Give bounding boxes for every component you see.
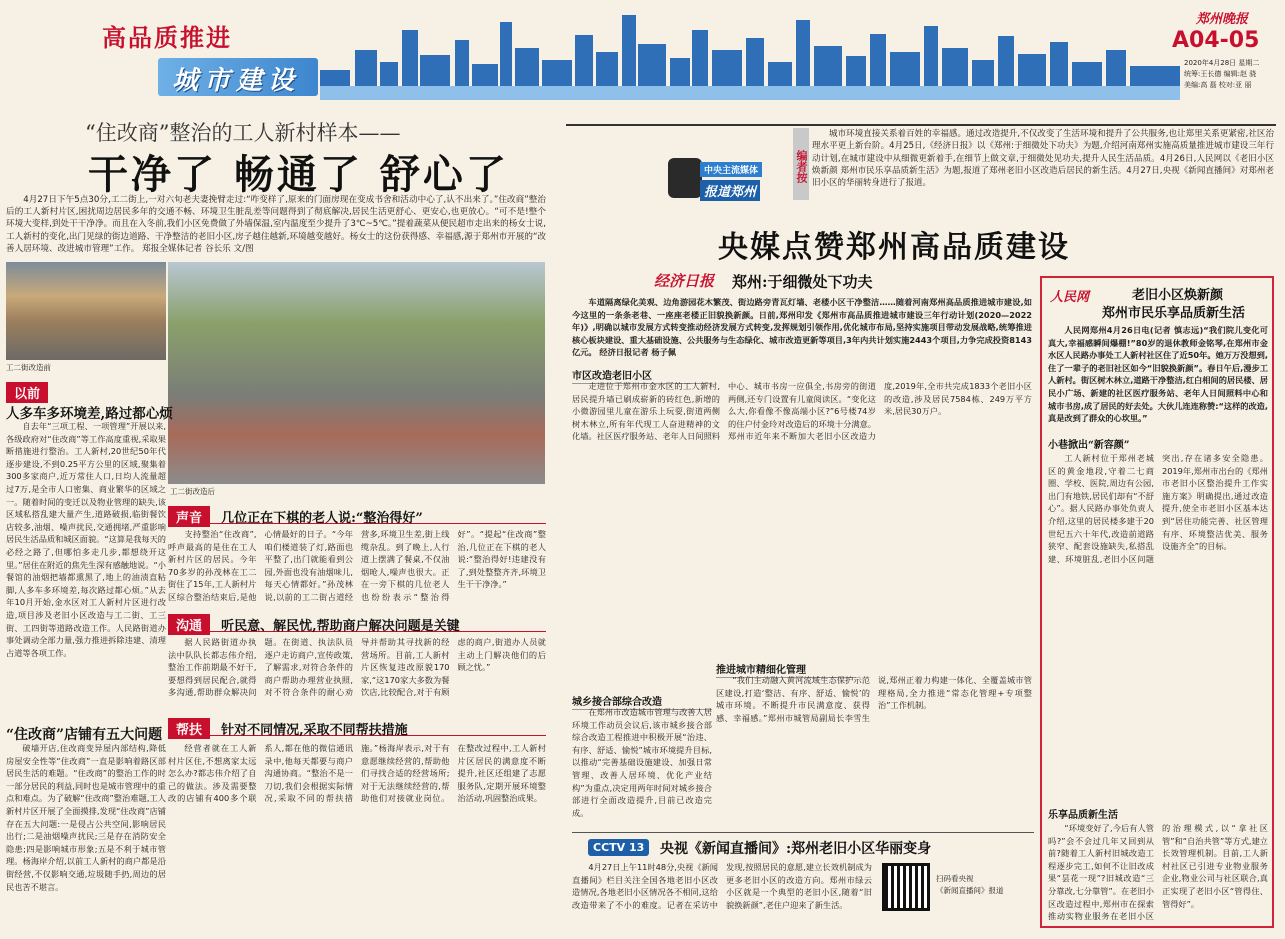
photo-before-caption: 工二街改造前 bbox=[6, 363, 51, 372]
section-body-shops: 破墙开店,住改商变异屋内部结构,降低房屋安全性等“住改商”一直是影响着路区部居民生活的难题。“住改商”的整治工作的时一部分居民的利益,同时也是城市管理中的重点和难点。为了破解“住改商”整治难题,工人新村片区开展了全面摸排,发现“住改商”店铺存在五大问题:一是侵占公共空间,影响居民出行;二是油烟噪声扰民;三是存在消防安全隐患;四是影响城市形象;五是不利于城市管理。杨海岸介绍,以前工人新村的商户都是沿街经营,不仅影响交通,垃圾随手扔,周边的居民也苦不堪言。 bbox=[6, 743, 166, 892]
editor-note-tag: 编者按 bbox=[793, 128, 809, 200]
section-body-support: 经营者就在工人新村片区住,不想离家太远怎么办?都志伟介绍了自己的做法。涉及需要整改的店铺有400多个联系人,都在他的微信通讯录中,他每天都要与商户沟通协商。“整治不是一刀切,我们会根据实际情况,采取不同的帮扶措施。”杨海岸表示,对于有意愿继续经营的,帮助他们寻找合适的经营场所;对于无法继续经营的,帮助他们对接就业岗位。在整改过程中,工人新村片区居民的满意度不断提升,社区还组建了志愿服务队,定期开展环境整治活动,巩固整治成果。 bbox=[168, 743, 546, 804]
section-tag-before: 以前 bbox=[6, 382, 48, 403]
section-title-communication: 听民意、解民忧,帮助商户解决问题是关键 bbox=[221, 619, 460, 634]
jjrb-title: 郑州:于细微处下功夫 bbox=[732, 273, 873, 291]
page-number: A04-05 bbox=[1172, 28, 1260, 53]
photo-before bbox=[6, 262, 166, 360]
rmw-logo: 人民网 bbox=[1050, 290, 1090, 305]
section-body-voice: 支持整治“住改商”,呼声最高的是住在工人新村片区的居民。今年70多岁的孙茂林在工二街住了15年,工人新村片区综合整治结束后,是他心情最好的日子。“今年咱们楼道装了灯,路面也平整了,出门就能看到公园,外面也没有油烟味儿,每天心情都好。”孙茂林说,以前的工二街占道经营多,环境卫生差,街上线缆杂乱。到了晚上,人行道上摆满了餐桌,不仅油烟呛人,噪声也很大。正在一旁下棋的几位老人也纷纷表示“整治得好”。“提起“住改商”整治,几位正在下棋的老人说:“整治得好!违建没有了,到处整整齐齐,环境卫生干干净净。” bbox=[168, 529, 546, 602]
kicker: “住改商”整治的工人新村样本—— bbox=[85, 121, 401, 145]
qr-caption-2: 《新闻直播间》报道 bbox=[936, 886, 1004, 895]
jjrb-logo: 经济日报 bbox=[654, 272, 715, 290]
qr-caption-1: 扫码看央视 bbox=[936, 874, 974, 883]
jjrb-sub2-label: 城乡接合部综合改造 bbox=[572, 697, 662, 708]
section-title-before: 人多车多环境差,路过都心烦 bbox=[6, 406, 173, 422]
jjrb-lead: 车道隔离绿化美观、边角游园花木繁茂、街边路旁青瓦灯墙、老楼小区干净整洁……随着河南郑州高品质推进城市建设,如今这里的一条条老巷、一座座老楼正旧貌换新颜。日前,郑州印发《郑州市高品质推进城市建设三年行动计划(2020—2022年)》,明确以城市发展方式转变推动经济发展方式转变,发挥规划引领作用,优化城市布局,坚持实施项目带动发展战略,统筹推进核心板块建设、重大基础设施、公共服务与生态绿化、城市改造更新等项目,3年内共计划实施2443个项目,力争完成投资8143亿元。 经济日报记者 杨子佩 bbox=[572, 297, 1032, 358]
section-header-communication bbox=[168, 614, 546, 632]
credits-line-1: 统筹:王长德 编辑:赵 骁 bbox=[1184, 70, 1257, 78]
jjrb-body2: 在郑州市改造城市管理与改善人居环境工作动员会议后,该市城乡接合部综合改造工程推进中积极开展“治违、有序、舒适、愉悦”城市环境提升目标,以推动“完善基础设施建设、加强日常管理、改善人居环境、优化产业结构”为重点,决定用两年时间对城乡接合部进行全面改造提升,目前已改造完成。 bbox=[572, 707, 712, 818]
section-tag-communication: 沟通 bbox=[168, 614, 210, 635]
jjrb-body3: “我们主动融入黄河流域生态保护示范区建设,打造‘整洁、有序、舒适、愉悦’的城市环境。不断提升市民满意度、获得感、幸福感。”郑州市城管局副局长李雪生说,郑州正着力构建一体化、全覆盖城市管理格局,全力推进“常态化管理+专项整治”工作机制。 bbox=[716, 675, 1032, 723]
badge-top-text: 中央主流媒体 bbox=[700, 162, 762, 177]
section-tag-support: 帮扶 bbox=[168, 718, 210, 739]
camera-icon bbox=[668, 158, 702, 198]
rmw-title-1: 老旧小区焕新颜 bbox=[1132, 288, 1224, 303]
cctv-title: 央视《新闻直播间》:郑州老旧小区华丽变身 bbox=[660, 841, 932, 857]
rmw-article-box bbox=[1040, 276, 1274, 928]
section-body-before: 自去年“三项工程、一项管理”开展以来,各级政府对“住改商”等工作高度重视,采取果断措施进行整治。工人新村,20世纪50年代逐步建设,不到0.25平方公里的区域,聚集着300多家商户,近万常住人口,日均人流量超过7万,是全市人口密集、商业繁华的区域之一。随着时间的变迁以及物业管理的缺失,该区域私搭乱建大量产生,道路破损,临街餐饮店较多,油烟、噪声扰民,交通拥堵,严重影响居民生活品质和城区面貌。“这算是我每天的必经之路了,但哪怕多走几步,都想绕开这里。”居住在附近的焦先生深有感触地说。“小餐馆的油烟把墙都熏黑了,地上的油渍直粘脚,人多车多环境差,每次路过都心烦。”从去年10月开始,金水区对工人新村片区进行改造,项目涉及老旧小区改造与工二街、工三街、工四街等道路改造工作。人民路街道办事处调动全部力量,强力推进拆除违建、清理占道等各项工作。 bbox=[6, 421, 166, 658]
photo-after bbox=[168, 262, 545, 484]
section-header-support bbox=[168, 718, 546, 736]
jjrb-body1: 走进位于郑州市金水区的工人新村,居民提升墙已刷成崭新的砖红色,新增的小微游园里儿童在游乐上玩耍,街道两侧树木林立,所有年代现工人奋进精神的文化墙。社区医疗服务站、老年人日间照料中心、城市书房一应俱全,书房旁的街道两侧,还专门设置有儿童阅读区。“变化这么大,你看像不像高端小区?”6号楼74岁的住户付金玲对改造后的环境十分满意。郑州市近年来不断加大老旧小区改造力度,2019年,全市共完成1833个老旧小区的改造,涉及居民7584栋、249万平方米,居民30万户。 bbox=[572, 381, 1032, 442]
rmw-sub2: 乐享品质新生活 bbox=[1048, 810, 1118, 821]
section-title-shops: “住改商”店铺有五大问题 bbox=[6, 727, 163, 743]
issue-date: 2020年4月28日 星期二 bbox=[1184, 59, 1260, 67]
section-title: 高品质推进 bbox=[102, 24, 232, 52]
jjrb-sub3-label: 推进城市精细化管理 bbox=[716, 665, 806, 676]
rmw-body2: “环境变好了,今后有人管吗?”会不会过几年又回到从前?随着工人新村旧城改造工程逐步完工,如何不让旧改成果“昙花一现”?旧城改造“三分靠改,七分靠管”。在老旧小区改造过程中,郑州市在探索推动实物业服务在老旧小区的治理模式,以“拿社区管”和“自治共管”等方式,建立长效管理机制。目前,工人新村社区已引进专业物业服务企业,物业公司与社区联合,真正实现了老旧小区“管得住、管得好”。 bbox=[1048, 823, 1268, 922]
section-tag-voice: 声音 bbox=[168, 506, 210, 527]
badge-bottom-text: 报道郑州 bbox=[700, 180, 760, 201]
credits-line-2: 美编:高 磊 校对:亚 丽 bbox=[1184, 81, 1252, 89]
section-title-support: 针对不同情况,采取不同帮扶措施 bbox=[221, 723, 408, 738]
rmw-body1: 工人新村位于郑州老城区的黄金地段,守着二七商圈、学校、医院,周边有公园,出门有地铁,居民们却有“不舒心”。据人民路办事处负责人介绍,这里的居民楼多建于20世纪五六十年代,改造前道路狭窄、配套设施缺失,私搭乱建、环境脏乱,老旧小区问题突出,存在诸多安全隐患。2019年,郑州市出台的《郑州市老旧小区整治提升工作实施方案》明确提出,通过改造提升,使全市老旧小区基本达到“居住功能完善、社区管理有序、环境整洁优美、服务设施齐全”的目标。 bbox=[1048, 453, 1268, 564]
paper-logo: 郑州晚报 bbox=[1196, 12, 1249, 27]
section-header-voice bbox=[168, 506, 546, 524]
lead-paragraph: 4月27日下午5点30分,工二街上,一对六旬老夫妻挽臂走过:“咋变样了,原来的门面房现在变成书舍和活动中心了,认不出来了。”住改商”整治后的工人新村片区,困扰周边居民多年的交通不畅、环境卫生脏乱差等问题得到了彻底解决,居民生活更舒心、更安心,也更放心。“可不是!整个环境大变样,到处干干净净。而且在入冬前,我们小区免费做了外墙保温,室内温度至少提升了3℃~5℃。”提着蔬菜从便民超市走出来的杨女士说,工人新村的变化,出门见绿的街边道路、干净整洁的老旧小区,房子越住越新,环境越变越好。杨女士的这份获得感、幸福感,源于郑州市开展的“改善人居环境、改进城市管理”工作。 郑报全媒体记者 谷长乐 文/图 bbox=[6, 195, 546, 254]
cctv-section bbox=[572, 832, 1034, 932]
rmw-lead: 人民网郑州4月26日电(记者 慎志远)“我们院儿变化可真大,幸福感瞬间爆棚!”80岁的退休教师金铭琴,在郑州市金水区人民路办事处工人新村社区住了近50年。她万万没想到,住了一辈子的老旧社区如今“旧貌换新颜”。春日午后,漫步工人新村。街区树木林立,道路干净整洁,红白相间的居民楼、居民小广场、新建的社区医疗服务站、老年人日间照料中心和城市书房,成了居民的好去处。大伙儿连连称赞:“这样的改造,真是改到了群众的心坎里。” bbox=[1048, 325, 1268, 424]
rmw-title-2: 郑州市民乐享品质新生活 bbox=[1102, 306, 1246, 321]
column-title: 城市建设 bbox=[172, 66, 301, 96]
jjrb-sub1-label: 市区改造老旧小区 bbox=[572, 371, 652, 382]
section-title-voice: 几位正在下棋的老人说:“整治得好” bbox=[221, 511, 423, 526]
cctv-body: 4月27日上午11时48分,央视《新闻直播间》栏目关注全国各地老旧小区改造情况,各地老旧小区情况各不相同,这给改造带来了不小的难度。记者在采访中发现,按照居民的意愿,建立长效机制成为更多老旧小区的改造方向。郑州市绿云小区就是一个典型的老旧小区,随着“旧貌换新颜”,老住户迎来了新生活。 bbox=[572, 862, 872, 910]
qr-code bbox=[882, 863, 930, 911]
editor-note-text: 城市环境直接关系着百姓的幸福感。通过改造提升,不仅改变了生活环境和提升了公共服务,也让郑里关系更紧密,社区治理水平更上新台阶。4月25日,《经济日报》以《郑州:于细微处下功夫》为题,介绍河南郑州实施高质量推进城市建设三年行动计划,在城市建设中从细微更新着手,在细节上做文章,于细微处见功夫,提升人民生活品质。4月26日,人民网以《老旧小区焕新颜 郑州市民乐享品质新生活》为题,报道了郑州老旧小区改造后居民的新生活。4月27日,央视《新闻直播间》对郑州老旧小区的华丽转身进行了报道。 bbox=[812, 129, 1274, 189]
right-headline: 央媒点赞郑州高品质建设 bbox=[718, 230, 1070, 265]
media-badge bbox=[668, 148, 786, 214]
cctv-logo: CCTV 13 bbox=[588, 839, 649, 856]
main-headline: 干净了 畅通了 舒心了 bbox=[88, 151, 509, 198]
city-skyline-graphic bbox=[320, 0, 1180, 100]
page-header bbox=[0, 0, 1285, 110]
rmw-sub1: 小巷掀出“新容颜” bbox=[1048, 440, 1130, 451]
photo-after-caption: 工二街改造后 bbox=[170, 487, 215, 496]
section-body-communication: 据人民路街道办执法中队队长都志伟介绍,整治工作前期最不好干,要想得到居民配合,就得多沟通,帮助群众解决问题。在街道、执法队员逐户走访商户,宣传政策,了解需求,对符合条件的商户帮助办理营业执照,对不符合条件的耐心劝导并帮助其寻找新的经营场所。目前,工人新村片区恢复违改原貌170家,“这170家大多数为餐饮店,比较配合,对于有顾虑的商户,街道办人员就主动上门解决他们的后顾之忧。” bbox=[168, 637, 546, 698]
